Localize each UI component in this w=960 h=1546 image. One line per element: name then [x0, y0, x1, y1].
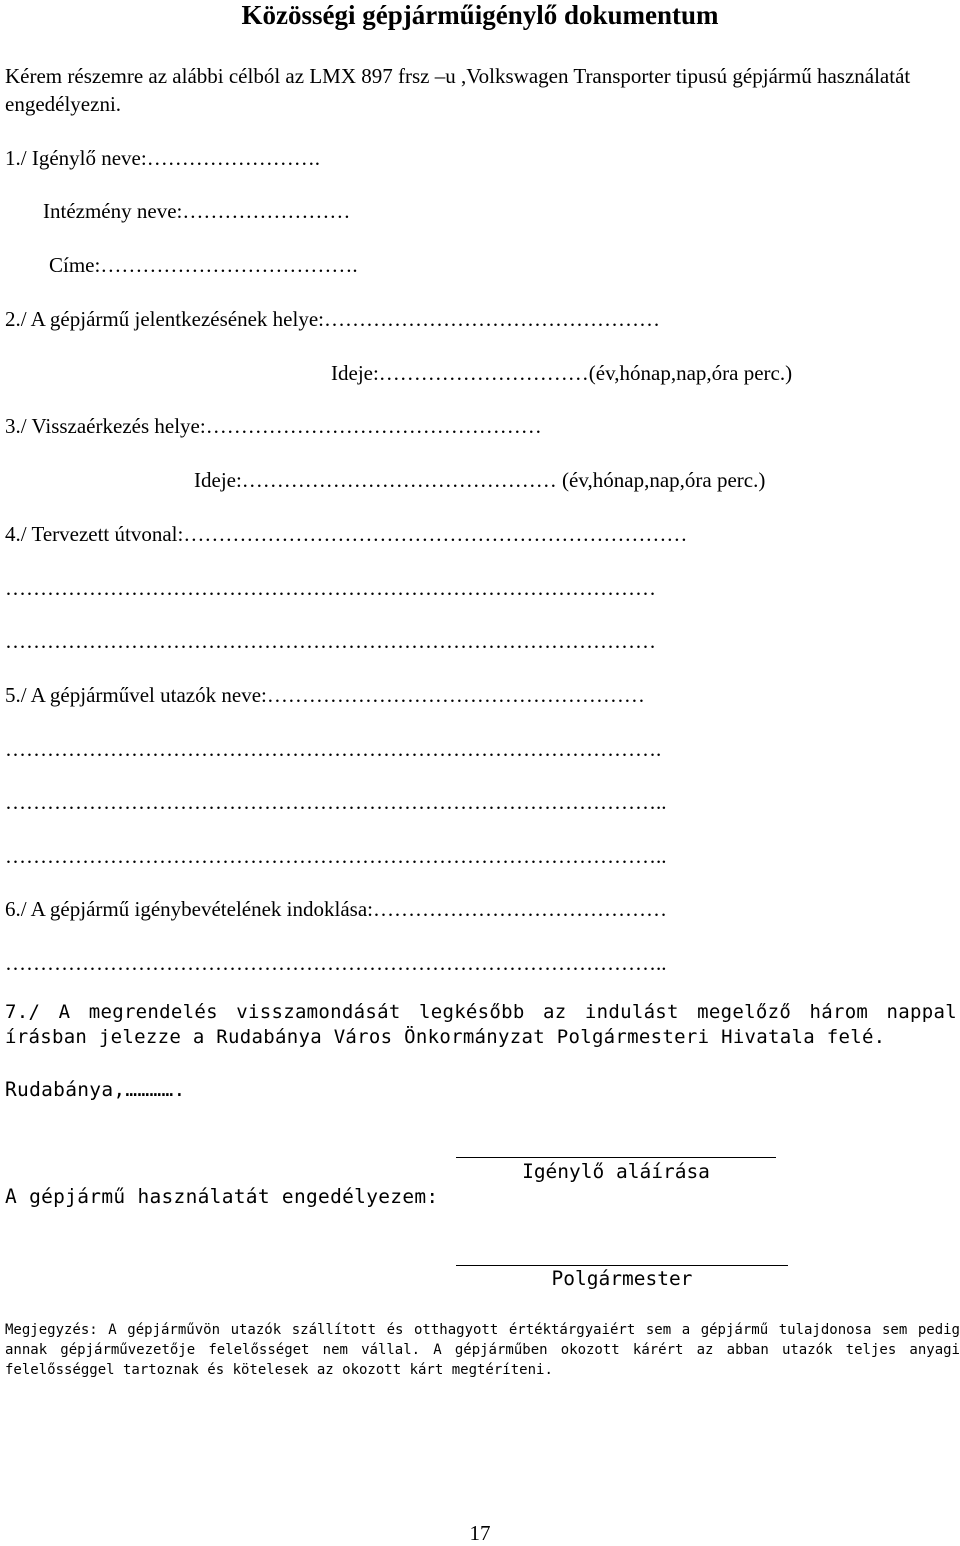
intro-paragraph: Kérem részemre az alábbi célból az LMX 897 frsz –u ,Volkswagen Transporter tipusú gépjármű használatát engedélyezni.: [5, 64, 911, 116]
field-return-time: Ideje:……………………………………… (év,hónap,nap,óra perc.): [194, 468, 766, 492]
field-route-line-2: …………………………………………………………………………………: [5, 576, 656, 600]
field-passengers-line-3: …………………………………………………………………………………..: [5, 790, 667, 814]
field-planned-route: 4./ Tervezett útvonal:………………………………………………………………: [5, 522, 688, 546]
field-departure-time: Ideje:…………………………(év,hónap,nap,óra perc.): [331, 361, 793, 385]
field-passengers-line-2: ………………………………………………………………………………….: [5, 737, 662, 761]
field-departure-place: 2./ A gépjármű jelentkezésének helye:…………………………………………: [5, 307, 660, 331]
field-address: Címe:……………………………….: [49, 253, 358, 277]
field-return-place: 3./ Visszaérkezés helye:…………………………………………: [5, 414, 542, 438]
applicant-signature-caption: Igénylő aláírása: [522, 1160, 710, 1183]
field-justification: 6./ A gépjármű igénybevételének indoklása:……………………………………: [5, 897, 667, 921]
field-passengers: 5./ A gépjárművel utazók neve:………………………………………………: [5, 683, 645, 707]
cancellation-paragraph: 7./ A megrendelés visszamondását legkésőbb az indulást megelőző három nappal írásban jelezze a Rudabánya Város Önkormányzat Polgármesteri Hivatala felé.: [5, 1001, 957, 1048]
place-date-field: Rudabánya,………….: [5, 1078, 186, 1101]
mayor-signature-line: [456, 1265, 788, 1266]
approval-label: A gépjármű használatát engedélyezem:: [5, 1185, 439, 1208]
page-number: 17: [469, 1521, 491, 1545]
field-route-line-3: …………………………………………………………………………………: [5, 629, 656, 653]
field-institution-name: Intézmény neve:……………………: [43, 199, 351, 223]
field-justification-line-2: …………………………………………………………………………………..: [5, 951, 667, 975]
field-passengers-line-4: …………………………………………………………………………………..: [5, 844, 667, 868]
page-title: Közösségi gépjárműigénylő dokumentum: [241, 0, 719, 30]
mayor-signature-caption: Polgármester: [551, 1267, 693, 1290]
applicant-signature-line: [456, 1157, 776, 1158]
field-applicant-name: 1./ Igénylő neve:…………………….: [5, 146, 320, 170]
remark-note: Megjegyzés: A gépjárművön utazók szállított és otthagyott értéktárgyaiért sem a gépjármű tulajdonosa sem pedig annak gépjárművezetője felelősséget nem vállal. A gépjárműben okozott kárért az abban utazók teljes anyagi felelősséggel tartoznak és kötelesek az okozott kárt megtéríteni.: [5, 1322, 960, 1378]
